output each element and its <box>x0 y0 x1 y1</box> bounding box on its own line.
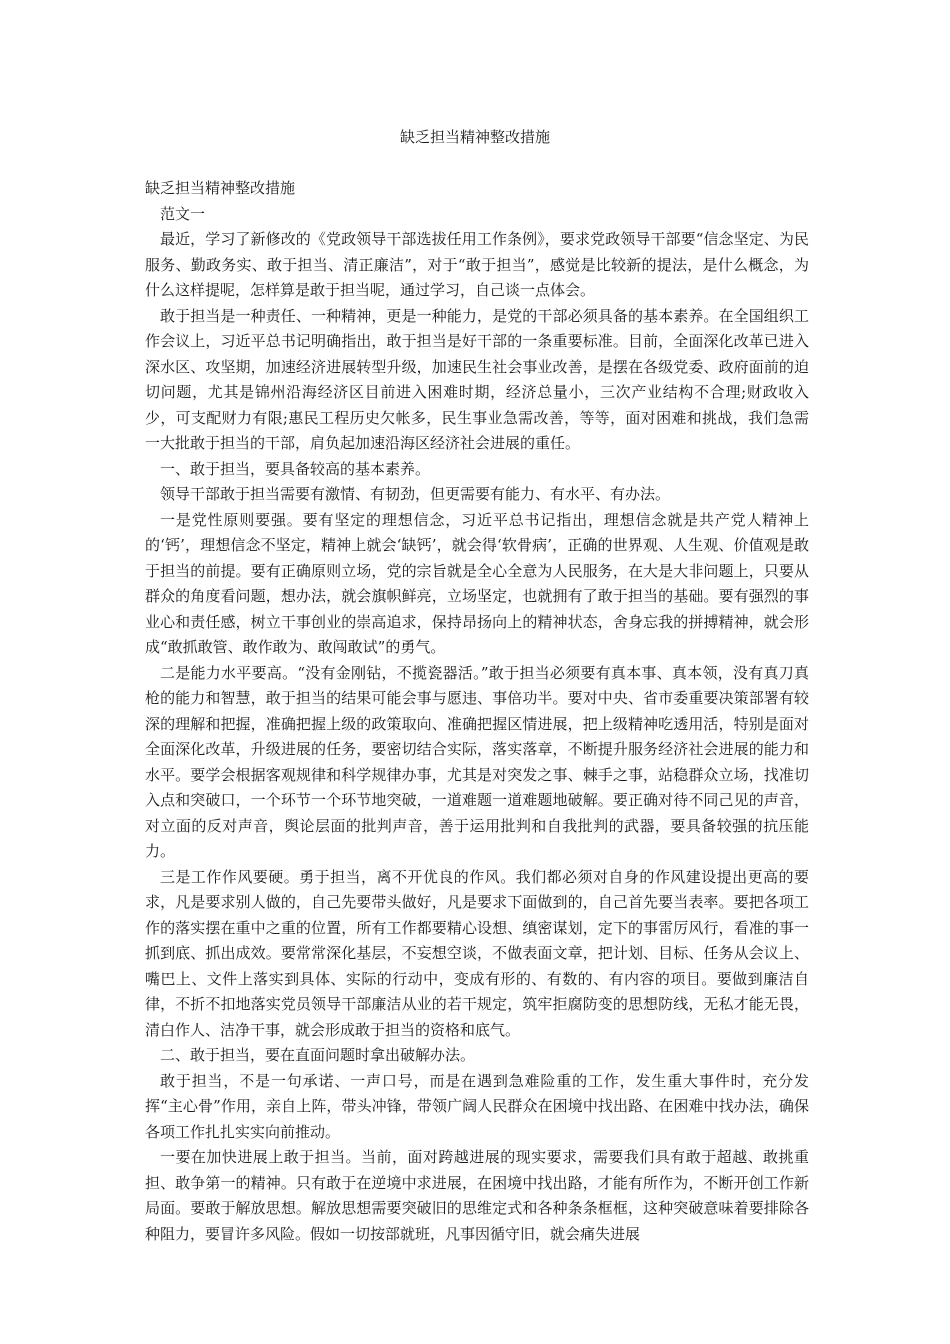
section-heading: 二、敢于担当，要在直面问题时拿出破解办法。 <box>160 1046 476 1064</box>
section-heading: 一、敢于担当，要具备较高的基本素养。 <box>160 459 431 478</box>
paragraph: 领导干部敢于担当需要有激情、有韧劲，但更需要有能力、有水平、有办法。 <box>160 485 671 503</box>
paragraph: 一是党性原则要强。要有坚定的理想信念，习近平总书记指出，理想信念就是共产党人精神上的‘钙’，理想信念不坚定，精神上就会‘缺钙’，就会得‘软骨病’，正确的世界观、人生观、价值观是敢于担当的前提。要有正确原则立场，党的宗旨就是全心全意为人民服务，在大是大非问题上，只要从群众的角度看问题，想办法，就会旗帜鲜亮，立场坚定，也就拥有了敢于担当的基础。要有强烈的事业心和责任感，树立干事创业的崇高追求，保持昂扬向上的精神状态，舍身忘我的拼搏精神，就会形成“敢抓敢管、敢作敢为、敢闯敢试”的勇气。 <box>145 510 809 656</box>
document-body <box>145 176 809 1247</box>
paragraph: 敢于担当，不是一句承诺、一声口号，而是在遇到急难险重的工作，发生重大事件时，充分发挥“主心骨”作用，亲自上阵，带头冲锋，带领广阔人民群众在困境中找出路、在困难中找办法，确保各项工作扎扎实实向前推动。 <box>145 1071 809 1141</box>
paragraph: 范文一 <box>160 204 206 223</box>
paragraph: 敢于担当是一种责任、一种精神，更是一种能力，是党的干部必须具备的基本素养。在全国组织工作会议上，习近平总书记明确指出，敢于担当是好干部的一条重要标准。目前，全面深化改革已进入深水区、攻坚期，加速经济进展转型升级，加速民生社会事业改善，是摆在各级党委、政府面前的迫切问题，尤其是锦州沿海经济区目前进入困难时期，经济总量小，三次产业结构不合理;财政收入少，可支配财力有限;惠民工程历史欠帐多，民生事业急需改善，等等，面对困难和挑战，我们急需一大批敢于担当的干部，肩负起加速沿海区经济社会进展的重任。 <box>145 306 809 452</box>
document-subtitle: 缺乏担当精神整改措施 <box>145 179 296 197</box>
document-title: 缺乏担当精神整改措施 <box>399 128 550 146</box>
paragraph: 三是工作作风要硬。勇于担当，离不开优良的作风。我们都必须对自身的作风建设提出更高的要求，凡是要求别人做的，自己先要带头做好，凡是要求下面做到的，自己首先要当表率。要把各项工作的落实摆在重中之重的位置，所有工作都要精心设想、缜密谋划，定下的事雷厉风行，看准的事一抓到底、抓出成效。要常常深化基层，不妄想空谈，不做表面文章，把计划、目标、任务从会议上、嘴巴上、文件上落实到具体、实际的行动中，变成有形的、有数的、有内容的项目。要做到廉洁自律，不折不扣地落实党员领导干部廉洁从业的若干规定，筑牢拒腐防变的思想防线，无私才能无畏，清白作人、洁净干事，就会形成敢于担当的资格和底气。 <box>145 867 809 1039</box>
paragraph: 一要在加快进展上敢于担当。当前，面对跨越进展的现实要求，需要我们具有敢于超越、敢挑重担、敢争第一的精神。只有敢于在逆境中求进展，在困境中找出路，才能有所作为，不断开创工作新局面。要敢于解放思想。解放思想需要突破旧的思维定式和各种条条框框，这种突破意味着要排除各种阻力，要冒许多风险。假如一切按部就班，凡事因循守旧，就会痛失进展 <box>145 1148 809 1243</box>
paragraph: 最近，学习了新修改的《党政领导干部选拔任用工作条例》，要求党政领导干部要“信念坚定、为民服务、勤政务实、敢于担当、清正廉洁”，对于“敢于担当”，感觉是比较新的提法，是什么概念，为什么这样提呢，怎样算是敢于担当呢，通过学习，自己谈一点体会。 <box>145 230 809 299</box>
paragraph: 二是能力水平要高。“没有金刚钻，不揽瓷器活。”敢于担当必须要有真本事、真本领，没有真刀真枪的能力和智慧，敢于担当的结果可能会事与愿违、事倍功半。要对中央、省市委重要决策部署有较深的理解和把握，准确把握上级的政策取向、准确把握区情进展，把上级精神吃透用活，特别是面对全面深化改革，升级进展的任务，要密切结合实际，落实落章，不断提升服务经济社会进展的能力和水平。要学会根据客观规律和科学规律办事，尤其是对突发之事、棘手之事，站稳群众立场，找准切入点和突破口，一个环节一个环节地突破，一道难题一道难题地破解。要正确对待不同己见的声音，对立面的反对声音，舆论层面的批判声音，善于运用批判和自我批判的武器，要具备较强的抗压能力。 <box>145 663 809 860</box>
